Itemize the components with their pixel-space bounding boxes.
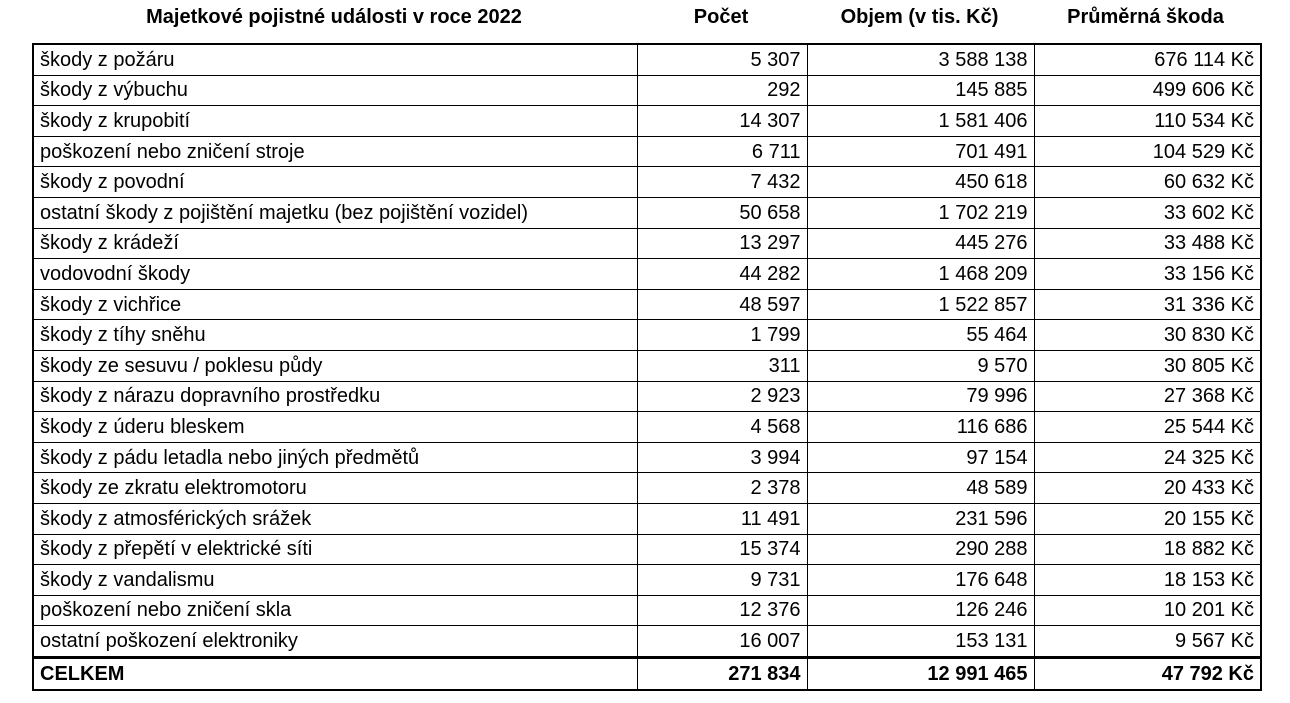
table-row [33, 534, 1261, 565]
row-average: 25 544 Kč [1034, 412, 1261, 443]
row-label: vodovodní škody [33, 259, 637, 290]
row-volume: 450 618 [807, 167, 1034, 198]
row-average: 24 325 Kč [1034, 442, 1261, 473]
row-count: 16 007 [637, 626, 807, 658]
total-count: 271 834 [637, 657, 807, 690]
row-label: škody z přepětí v elektrické síti [33, 534, 637, 565]
row-volume: 290 288 [807, 534, 1034, 565]
row-label: škody z povodní [33, 167, 637, 198]
row-volume: 126 246 [807, 595, 1034, 626]
row-average: 110 534 Kč [1034, 106, 1261, 137]
row-volume: 97 154 [807, 442, 1034, 473]
total-label: CELKEM [33, 657, 637, 690]
row-average: 676 114 Kč [1034, 44, 1261, 75]
row-label: ostatní poškození elektroniky [33, 626, 637, 658]
row-average: 499 606 Kč [1034, 75, 1261, 106]
row-label: škody z krádeží [33, 228, 637, 259]
table-row [33, 75, 1261, 106]
table-row [33, 503, 1261, 534]
row-label: škody z úderu bleskem [33, 412, 637, 443]
table-row [33, 136, 1261, 167]
table-row [33, 473, 1261, 504]
row-count: 6 711 [637, 136, 807, 167]
table-row [33, 565, 1261, 596]
total-row [33, 657, 1261, 690]
row-volume: 55 464 [807, 320, 1034, 351]
table-row [33, 197, 1261, 228]
row-volume: 445 276 [807, 228, 1034, 259]
row-average: 33 156 Kč [1034, 259, 1261, 290]
table-row [33, 412, 1261, 443]
row-average: 60 632 Kč [1034, 167, 1261, 198]
row-label: škody z požáru [33, 44, 637, 75]
row-volume: 176 648 [807, 565, 1034, 596]
row-count: 2 923 [637, 381, 807, 412]
row-count: 7 432 [637, 167, 807, 198]
row-average: 27 368 Kč [1034, 381, 1261, 412]
row-count: 5 307 [637, 44, 807, 75]
row-count: 3 994 [637, 442, 807, 473]
row-average: 9 567 Kč [1034, 626, 1261, 658]
row-average: 33 488 Kč [1034, 228, 1261, 259]
row-label: škody z krupobití [33, 106, 637, 137]
row-label: škody z vandalismu [33, 565, 637, 596]
table-title: Majetkové pojistné události v roce 2022 [146, 6, 522, 28]
row-average: 31 336 Kč [1034, 289, 1261, 320]
row-average: 30 830 Kč [1034, 320, 1261, 351]
row-count: 311 [637, 350, 807, 381]
row-volume: 1 522 857 [807, 289, 1034, 320]
row-label: škody z tíhy sněhu [33, 320, 637, 351]
row-volume: 79 996 [807, 381, 1034, 412]
row-average: 18 882 Kč [1034, 534, 1261, 565]
column-header-volume: Objem (v tis. Kč) [840, 6, 999, 28]
table-row [33, 289, 1261, 320]
table-row [33, 167, 1261, 198]
row-volume: 153 131 [807, 626, 1034, 658]
row-volume: 1 581 406 [807, 106, 1034, 137]
table-row [33, 259, 1261, 290]
row-volume: 1 468 209 [807, 259, 1034, 290]
row-count: 292 [637, 75, 807, 106]
row-volume: 701 491 [807, 136, 1034, 167]
row-count: 15 374 [637, 534, 807, 565]
row-count: 50 658 [637, 197, 807, 228]
row-label: škody ze sesuvu / poklesu půdy [33, 350, 637, 381]
row-volume: 9 570 [807, 350, 1034, 381]
row-count: 14 307 [637, 106, 807, 137]
row-volume: 3 588 138 [807, 44, 1034, 75]
row-count: 44 282 [637, 259, 807, 290]
row-average: 104 529 Kč [1034, 136, 1261, 167]
row-volume: 48 589 [807, 473, 1034, 504]
row-average: 33 602 Kč [1034, 197, 1261, 228]
row-count: 13 297 [637, 228, 807, 259]
row-label: škody z pádu letadla nebo jiných předmětů [33, 442, 637, 473]
total-average: 47 792 Kč [1034, 657, 1261, 690]
row-label: škody z výbuchu [33, 75, 637, 106]
row-average: 20 433 Kč [1034, 473, 1261, 504]
row-count: 2 378 [637, 473, 807, 504]
row-label: ostatní škody z pojištění majetku (bez pojištění vozidel) [33, 197, 637, 228]
row-count: 1 799 [637, 320, 807, 351]
table-row [33, 320, 1261, 351]
row-label: poškození nebo zničení stroje [33, 136, 637, 167]
row-label: škody z nárazu dopravního prostředku [33, 381, 637, 412]
row-average: 10 201 Kč [1034, 595, 1261, 626]
table-row [33, 381, 1261, 412]
column-header-count: Počet [693, 6, 749, 28]
table-row [33, 626, 1261, 658]
row-average: 18 153 Kč [1034, 565, 1261, 596]
table-row [33, 44, 1261, 75]
table-header [32, 0, 1260, 36]
column-header-average: Průměrná škoda [1067, 6, 1224, 28]
row-label: poškození nebo zničení skla [33, 595, 637, 626]
row-count: 4 568 [637, 412, 807, 443]
row-label: škody z atmosférických srážek [33, 503, 637, 534]
table-row [33, 595, 1261, 626]
row-volume: 145 885 [807, 75, 1034, 106]
row-volume: 231 596 [807, 503, 1034, 534]
table-row [33, 228, 1261, 259]
claims-table [32, 43, 1262, 691]
row-average: 20 155 Kč [1034, 503, 1261, 534]
table-row [33, 350, 1261, 381]
row-volume: 1 702 219 [807, 197, 1034, 228]
row-label: škody z vichřice [33, 289, 637, 320]
row-count: 9 731 [637, 565, 807, 596]
table-row [33, 442, 1261, 473]
total-volume: 12 991 465 [807, 657, 1034, 690]
row-volume: 116 686 [807, 412, 1034, 443]
row-count: 11 491 [637, 503, 807, 534]
row-label: škody ze zkratu elektromotoru [33, 473, 637, 504]
row-average: 30 805 Kč [1034, 350, 1261, 381]
row-count: 48 597 [637, 289, 807, 320]
table-row [33, 106, 1261, 137]
row-count: 12 376 [637, 595, 807, 626]
